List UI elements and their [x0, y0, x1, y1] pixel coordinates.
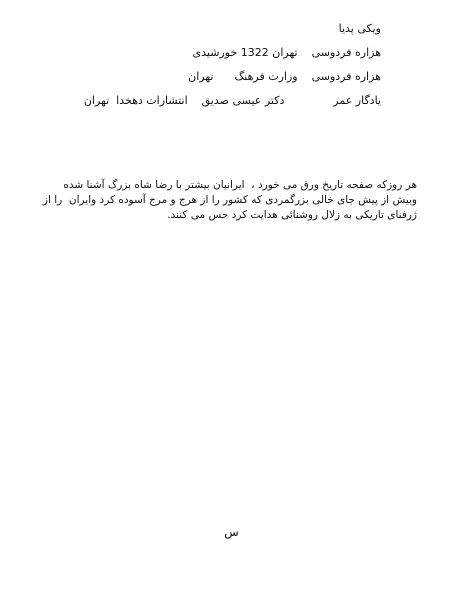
body-paragraph	[42, 178, 417, 223]
paragraph-line: ژرفنای تاریکی به زلال روشنائی هدایت کرد حس می کنند.	[167, 209, 417, 221]
references-list	[61, 17, 381, 113]
page-number: س	[224, 525, 239, 539]
reference-line: ویکی پدیا	[338, 22, 381, 35]
paragraph-line: هر روزکه صفحه تاریخ ورق می خورد ، ایرانیان بیشتر با رضا شاه بزرگ آشنا شده	[63, 179, 417, 191]
reference-line: هزاره فردوسی وزارت فرهنگ تهران	[188, 70, 381, 83]
reference-line: هزاره فردوسی تهران 1322 خورشیدی	[192, 46, 381, 59]
paragraph-line: وبیش از پیش جای خالی بزرگمردی که کشور را از هرج و مرج آسوده کرد وایران را از	[42, 194, 417, 206]
reference-line: یادگار عمر دکتر عیسی صدیق انتشارات دهخدا تهران	[83, 94, 381, 107]
